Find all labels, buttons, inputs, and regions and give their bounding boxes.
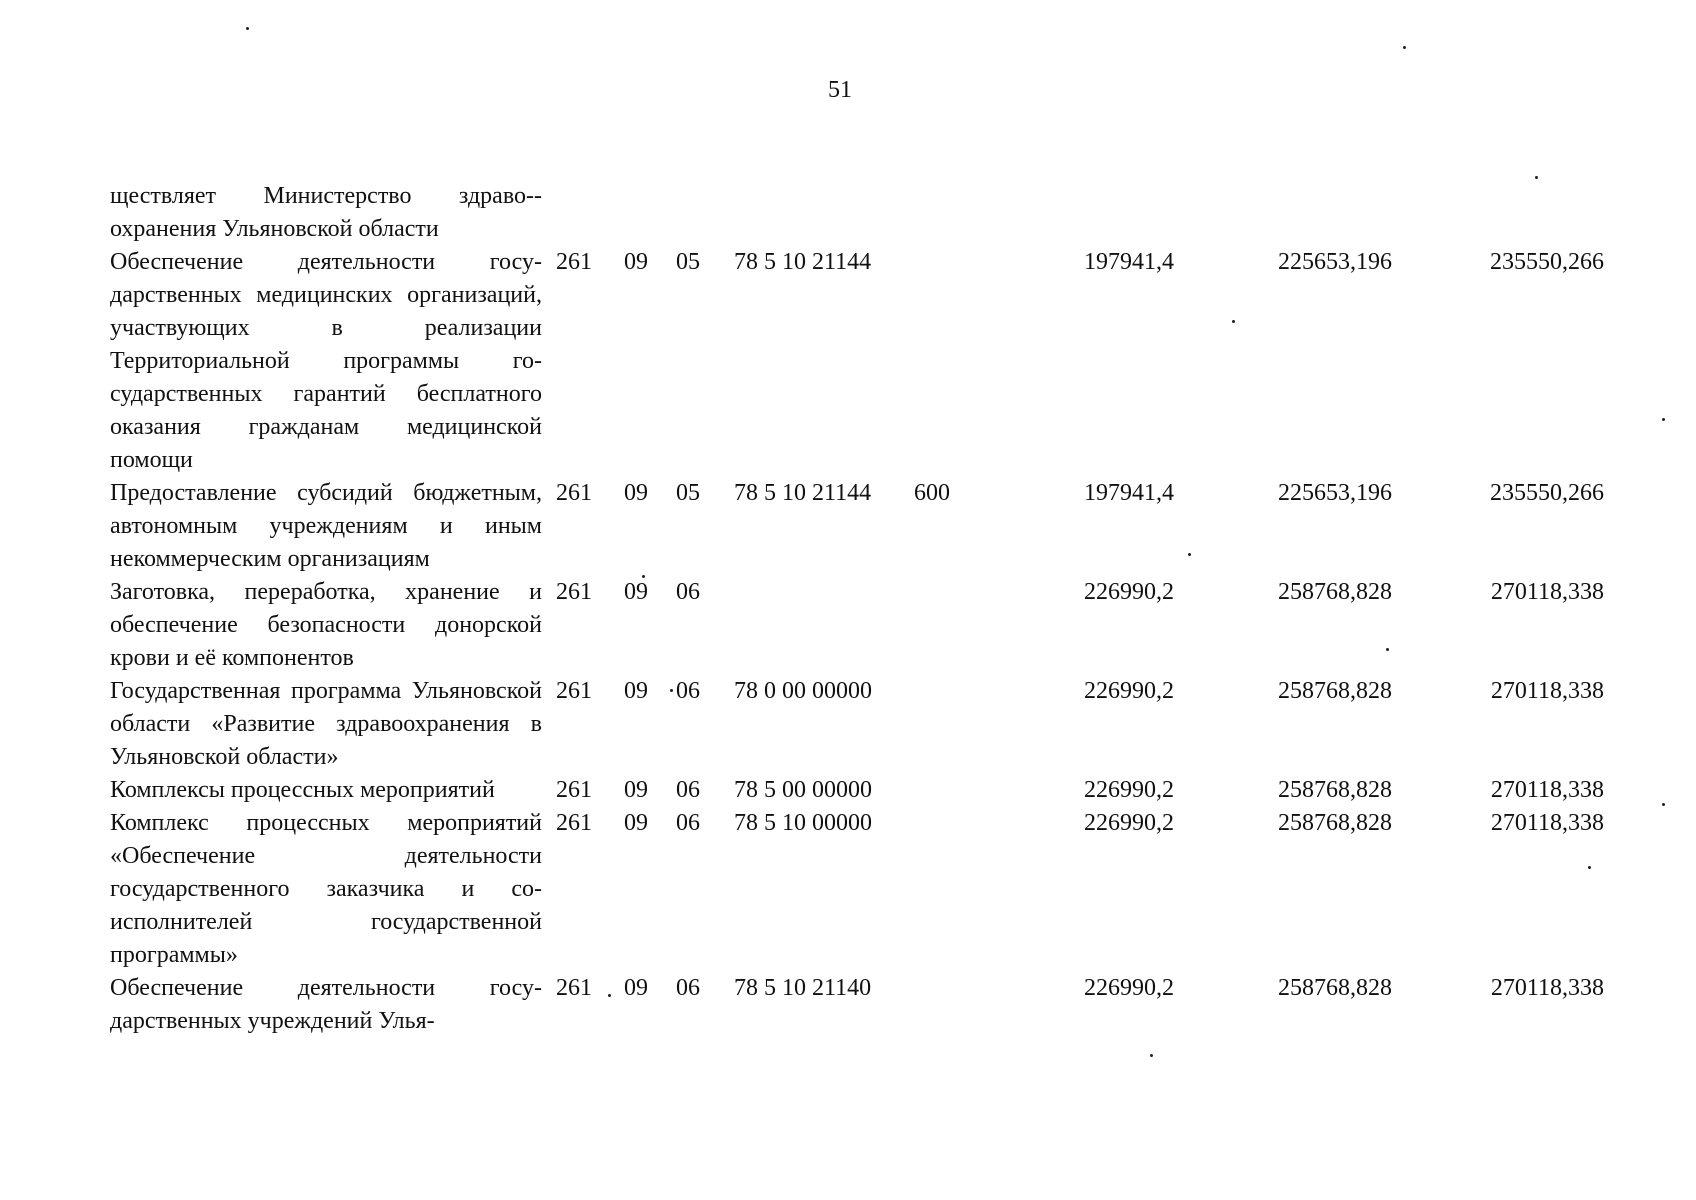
amount-year-3: 235550,266: [1490, 480, 1604, 506]
ministry-code: 261: [556, 810, 592, 836]
expense-type-code: [914, 972, 1014, 1038]
row-name: Государственная программа Ульяновской области «Развитие здравоохранения в Ульяновской области»: [110, 678, 542, 770]
page-number: 51: [828, 77, 852, 103]
scan-speck: [246, 27, 249, 30]
table-row: [110, 774, 1604, 807]
row-name: Комплексы процессных мероприятий: [110, 777, 495, 803]
amount-year-2: [1174, 180, 1392, 246]
amount-year-1: 197941,4: [1084, 249, 1174, 275]
row-name: Комплекс процессных мероприятий «Обеспечение деятельности государственного заказчика и соисполнителей государственной программы»: [110, 810, 542, 968]
ministry-code: 261: [556, 678, 592, 704]
ministry-code: 261: [556, 975, 592, 1001]
table-row: [110, 807, 1604, 972]
amount-year-1: 226990,2: [1084, 975, 1174, 1001]
section-code: 09: [624, 975, 648, 1001]
subsection-code: [676, 180, 734, 246]
table-row: [110, 180, 1604, 246]
subsection-code: 06: [676, 810, 700, 836]
expense-type-code: [914, 180, 1014, 246]
row-name: Обеспечение деятельности государственных учреждений Улья-: [110, 975, 542, 1034]
amount-year-3: 270118,338: [1490, 579, 1604, 605]
table-row: [110, 477, 1604, 576]
section-code: 09: [624, 249, 648, 275]
expense-type-code: [914, 675, 1014, 774]
scan-speck: [1232, 320, 1235, 323]
scan-speck: [670, 689, 673, 692]
scan-speck: [1386, 648, 1389, 651]
ministry-code: [542, 180, 624, 246]
target-article-code: 78 5 10 00000: [734, 810, 872, 836]
target-article-code: 78 5 10 21140: [734, 975, 872, 1001]
section-code: 09: [624, 777, 648, 803]
amount-year-2: 258768,828: [1278, 975, 1392, 1001]
target-article-code: 78 0 00 00000: [734, 678, 872, 704]
amount-year-2: 258768,828: [1278, 579, 1392, 605]
subsection-code: 05: [676, 480, 700, 506]
row-name: Обеспечение деятельности государственных медицинских организаций, участвующих в реализации Территориальной программы государственных гарантий бесплатного оказания гражданам медицинской помощи: [110, 249, 542, 473]
amount-year-3: [1392, 180, 1604, 246]
target-article-code: 78 5 10 21144: [734, 480, 872, 506]
section-code: 09: [624, 810, 648, 836]
amount-year-2: 225653,196: [1278, 480, 1392, 506]
scan-speck: [1403, 46, 1406, 49]
expense-type-code: [914, 576, 1014, 675]
target-article-code: 78 5 10 21144: [734, 249, 872, 275]
row-name: ществляет Министерство здраво-охранения Ульяновской области: [110, 183, 542, 242]
scan-speck: [1188, 553, 1191, 556]
ministry-code: 261: [556, 480, 592, 506]
section-code: 09: [624, 579, 648, 605]
target-article-code: 78 5 00 00000: [734, 777, 872, 803]
row-name: Заготовка, переработка, хранение и обеспечение безопасности донорской крови и её компонентов: [110, 579, 542, 671]
amount-year-3: 270118,338: [1490, 975, 1604, 1001]
ministry-code: 261: [556, 579, 592, 605]
target-article-code: [734, 180, 914, 246]
amount-year-2: 258768,828: [1278, 810, 1392, 836]
expense-type-code: [914, 774, 1014, 807]
table-row: [110, 246, 1604, 477]
amount-year-3: 235550,266: [1490, 249, 1604, 275]
subsection-code: 05: [676, 249, 700, 275]
amount-year-3: 270118,338: [1490, 777, 1604, 803]
amount-year-1: 197941,4: [1084, 480, 1174, 506]
amount-year-1: 226990,2: [1084, 579, 1174, 605]
ministry-code: 261: [556, 249, 592, 275]
scan-speck: [1150, 1054, 1153, 1057]
table-body: [110, 180, 1604, 1038]
target-article-code: [734, 576, 914, 675]
subsection-code: 06: [676, 678, 700, 704]
amount-year-2: 258768,828: [1278, 678, 1392, 704]
table-row: [110, 972, 1604, 1038]
section-code: 09: [624, 678, 648, 704]
subsection-code: 06: [676, 975, 700, 1001]
amount-year-3: 270118,338: [1490, 678, 1604, 704]
row-name: Предоставление субсидий бюджетным, автономным учреждениям и иным некоммерческим организациям: [110, 480, 542, 572]
expense-type-code: 600: [914, 480, 950, 506]
scan-speck: [1662, 803, 1665, 806]
amount-year-2: 225653,196: [1278, 249, 1392, 275]
section-code: 09: [624, 480, 648, 506]
expense-type-code: [914, 246, 1014, 477]
scan-speck: [1662, 418, 1665, 421]
amount-year-1: 226990,2: [1084, 777, 1174, 803]
amount-year-1: 226990,2: [1084, 678, 1174, 704]
budget-table: [110, 180, 1604, 1038]
amount-year-2: 258768,828: [1278, 777, 1392, 803]
amount-year-1: [1014, 180, 1174, 246]
subsection-code: 06: [676, 777, 700, 803]
scan-speck: [608, 994, 611, 997]
scan-speck: [642, 575, 645, 578]
ministry-code: 261: [556, 777, 592, 803]
amount-year-3: 270118,338: [1490, 810, 1604, 836]
subsection-code: 06: [676, 579, 700, 605]
scan-speck: [1588, 866, 1591, 869]
scan-speck: [1535, 176, 1538, 179]
table-row: [110, 576, 1604, 675]
expense-type-code: [914, 807, 1014, 972]
section-code: [624, 180, 676, 246]
table-row: [110, 675, 1604, 774]
amount-year-1: 226990,2: [1084, 810, 1174, 836]
